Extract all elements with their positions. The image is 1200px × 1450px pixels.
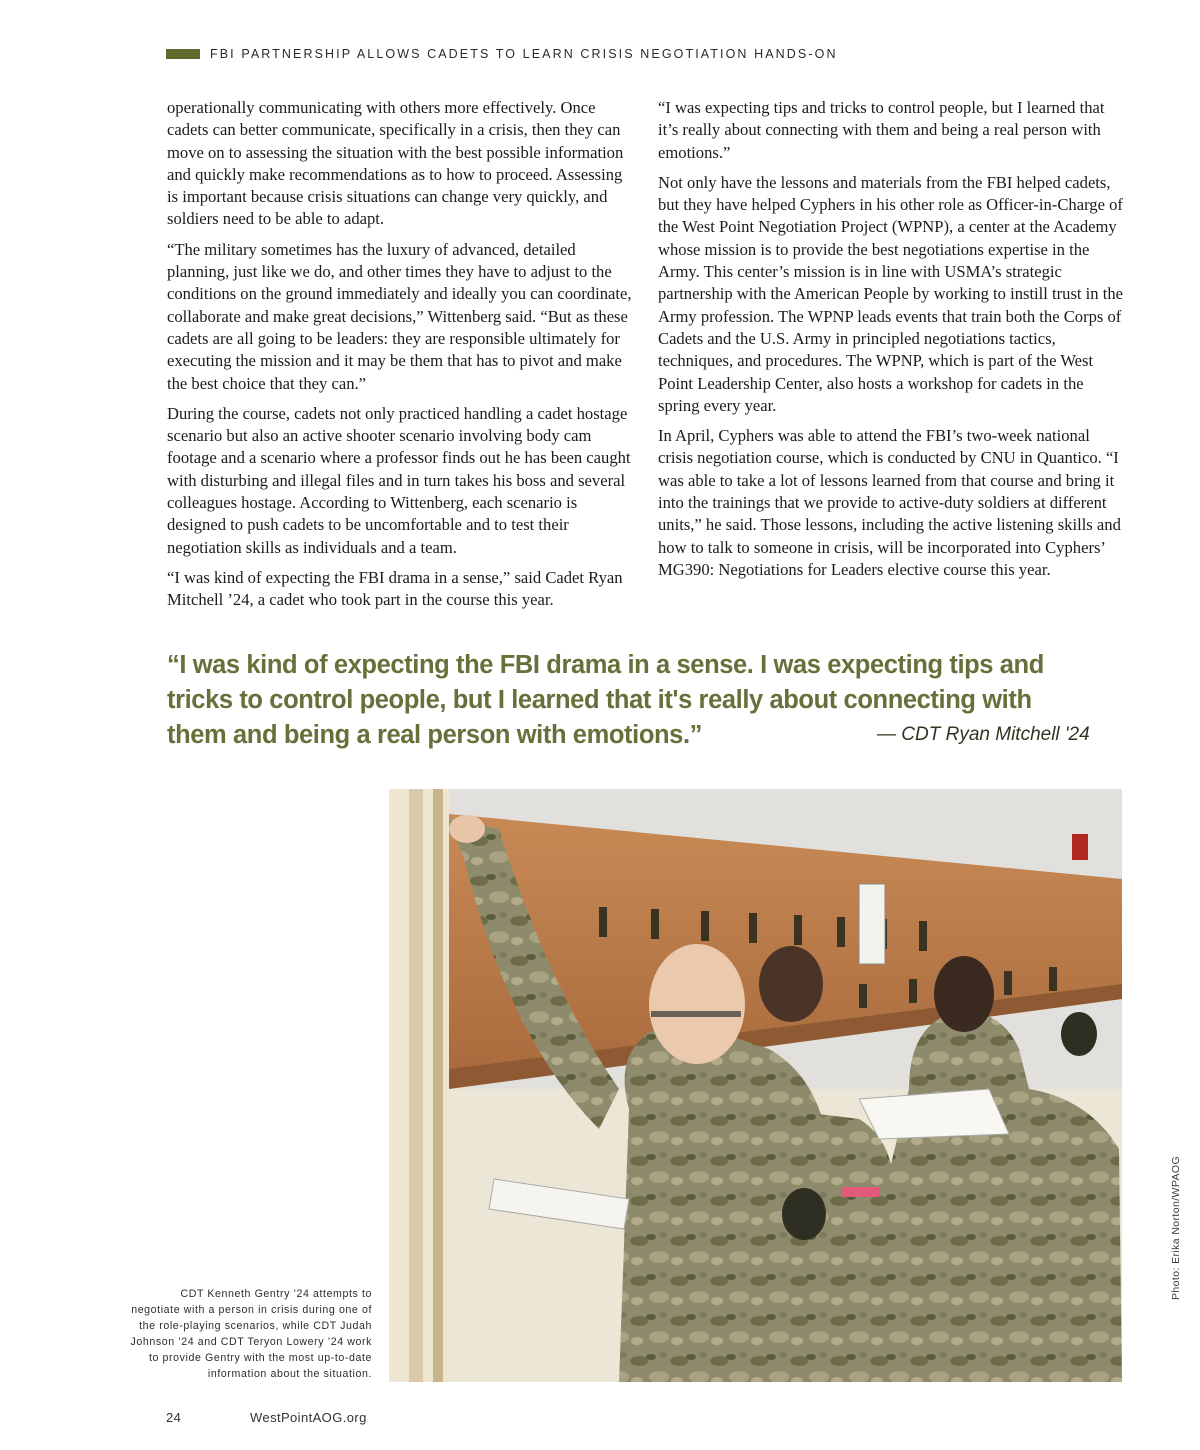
article-paragraph: Not only have the lessons and materials from the FBI helped cadets, but they have helped Cyphers in his other role as Officer-in-Charge of the West Point Negotiation Project (WPNP), a center at the Academy whose mission is to provide the best negotiations expertise in the Army. This center’s mission is in line with USMA’s strategic partnership with the American People by working to instill trust in the Army profession. The WPNP leads events that train both the Corps of Cadets and the U.S. Army in principled negotiations tactics, techniques, and procedures. The WPNP, which is part of the West Point Leadership Center, also hosts a workshop for cadets in the spring every year. [658,172,1124,415]
running-header [166,47,838,61]
article-column-right [658,97,1125,589]
pull-quote: “I was kind of expecting the FBI drama in a sense. I was expecting tips and tricks to control people, but I learned that it's really about connecting with them and being a real person with emotions.” [167,651,1044,749]
page-number: 24 [166,1410,182,1425]
article-paragraph: In April, Cyphers was able to attend the FBI’s two-week national crisis negotiation course, which is conducted by CNU in Quantico. “I was able to take a lot of lessons learned from that course and bring it into the trainings that we provide to active-duty soldiers at different units,” he said. Those lessons, including the active listening skills and how to talk to someone in crisis, will be incorporated into Cyphers’ MG390: Negotiations for Leaders elective course this year. [658,426,1121,579]
photo-credit-text: Photo: Erika Norton/WPAOG [1170,1155,1182,1300]
article-paragraph: “The military sometimes has the luxury of advanced, detailed planning, just like we do, and other times they have to adjust to the conditions on the ground immediately and ideally you can coordinate, collaborate and make great decisions,” Wittenberg said. “But as these cadets are all going to be leaders: they are responsible ultimately for executing the mission and it may be them that has to pivot and make the best choice that they can.” [167,239,632,393]
article-paragraph: operationally communicating with others more effectively. Once cadets can better communicate, specifically in a crisis, then they can move on to assessing the situation with the best possible information and quickly make recommendations as to how to proceed. Assessing is important because crisis situations can change very quickly, and soldiers need to be able to adapt. [167,98,624,229]
header-accent-bar [166,49,200,59]
article-paragraph: “I was kind of expecting the FBI drama in a sense,” said Cadet Ryan Mitchell ’24, a cadet who took part in the course this year. [167,567,623,610]
article-paragraph: During the course, cadets not only practiced handling a cadet hostage scenario but also an active shooter scenario involving body cam footage and a scenario where a professor finds out he has been caught with disturbing and illegal files and in turn takes his boss and several colleagues hostage. According to Wittenberg, each scenario is designed to push cadets to be uncomfortable and to test their negotiation skills as individuals and a team. [167,403,631,557]
pull-quote-attribution: — CDT Ryan Mitchell '24 [877,724,1090,745]
article-paragraph: “I was expecting tips and tricks to control people, but I learned that it’s really about connecting with them and being a real person with emotions.” [658,98,1105,162]
footer-site: WestPointAOG.org [250,1410,367,1425]
cadets-training-photo [389,789,1122,1382]
article-column-left [167,97,634,620]
header-title: FBI PARTNERSHIP ALLOWS CADETS TO LEARN CRISIS NEGOTIATION HANDS-ON [210,47,838,61]
photo-caption: CDT Kenneth Gentry ’24 attempts to negotiate with a person in crisis during one of the role-playing scenarios, while CDT Judah Johnson ’24 and CDT Teryon Lowery ’24 work to provide Gentry with the most up-to-date information about the situation. [130,1288,372,1380]
